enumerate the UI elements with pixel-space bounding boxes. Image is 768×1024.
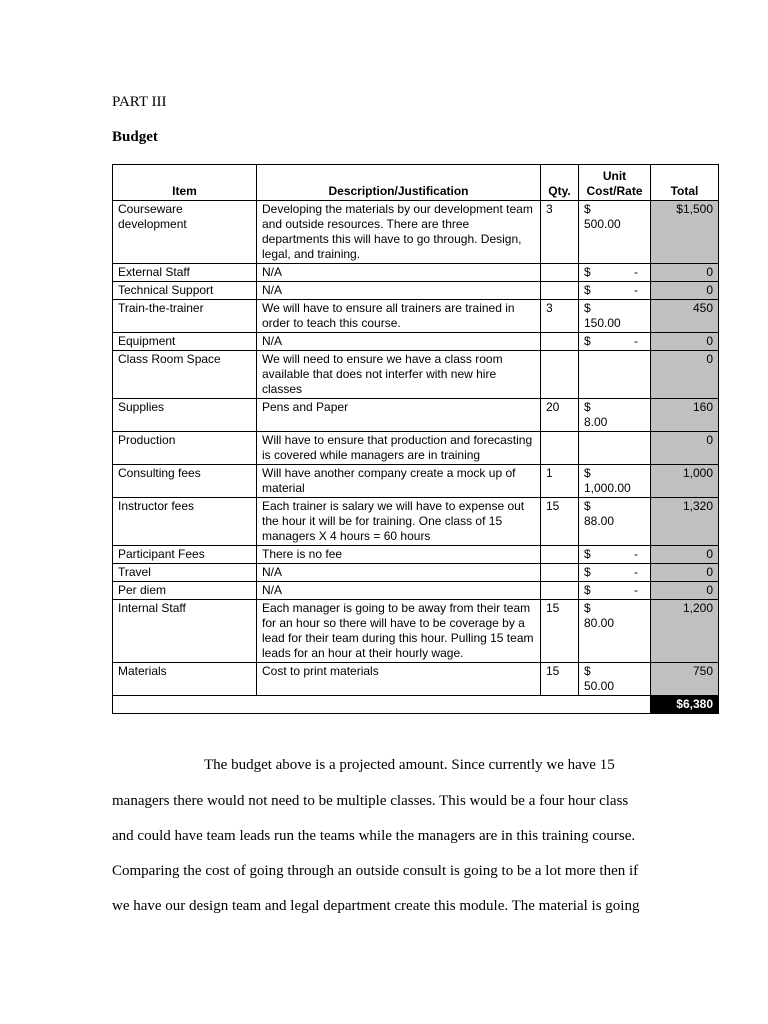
table-row [113, 333, 719, 351]
cell-unit-cost [579, 201, 651, 264]
unit-cost-value: 88.00 [584, 514, 615, 528]
cell-unit-cost [579, 465, 651, 498]
cell-total: 0 [651, 546, 719, 564]
table-row [113, 399, 719, 432]
cell-qty [541, 432, 579, 465]
cell-description: We will need to ensure we have a class room available that does not interfer with new hire classes [257, 351, 541, 399]
currency-symbol: $ [584, 664, 591, 678]
cell-description: Pens and Paper [257, 399, 541, 432]
cell-description: Cost to print materials [257, 663, 541, 696]
cell-total: 160 [651, 399, 719, 432]
currency-symbol: $ [584, 283, 591, 297]
cell-unit-cost [579, 264, 651, 282]
cell-total: 1,200 [651, 600, 719, 663]
cell-description: Each trainer is salary we will have to expense out the hour it will be for training. One class of 15 managers X 4 hours = 60 hours [257, 498, 541, 546]
cell-qty [541, 546, 579, 564]
paragraph-line: Comparing the cost of going through an outside consult is going to be a lot more then if [112, 863, 639, 879]
cell-unit-cost [579, 432, 651, 465]
currency-symbol: $ [584, 499, 591, 513]
cell-total: 1,000 [651, 465, 719, 498]
cell-unit-cost [579, 399, 651, 432]
cell-total: 0 [651, 582, 719, 600]
cell-item: Materials [113, 663, 257, 696]
cell-unit-cost [579, 564, 651, 582]
unit-cost-dash: - [634, 547, 638, 561]
cell-unit-cost [579, 582, 651, 600]
currency-symbol: $ [584, 265, 591, 279]
table-row [113, 564, 719, 582]
header-total: Total [651, 165, 719, 201]
budget-table [112, 164, 719, 714]
unit-cost-value: 8.00 [584, 415, 608, 429]
header-qty: Qty. [541, 165, 579, 201]
cell-qty [541, 282, 579, 300]
cell-item: Travel [113, 564, 257, 582]
table-row [113, 432, 719, 465]
cell-qty [541, 333, 579, 351]
cell-description: Developing the materials by our development team and outside resources. There are three departments this will have to go through. Design, legal, and training. [257, 201, 541, 264]
cell-qty: 15 [541, 600, 579, 663]
cell-total: 0 [651, 282, 719, 300]
table-row [113, 282, 719, 300]
grand-total-value: $6,380 [651, 696, 719, 714]
part-heading: PART III [112, 94, 167, 110]
currency-symbol: $ [584, 547, 591, 561]
cell-description: There is no fee [257, 546, 541, 564]
cell-item: Class Room Space [113, 351, 257, 399]
cell-description: Will have another company create a mock up of material [257, 465, 541, 498]
cell-unit-cost [579, 546, 651, 564]
table-row [113, 498, 719, 546]
cell-item: Participant Fees [113, 546, 257, 564]
cell-qty: 20 [541, 399, 579, 432]
cell-unit-cost [579, 663, 651, 696]
table-row [113, 546, 719, 564]
cell-item: Supplies [113, 399, 257, 432]
cell-description: N/A [257, 264, 541, 282]
cell-item: Per diem [113, 582, 257, 600]
unit-cost-value: 1,000.00 [584, 481, 631, 495]
cell-qty: 15 [541, 498, 579, 546]
cell-qty: 1 [541, 465, 579, 498]
table-row [113, 582, 719, 600]
table-row [113, 264, 719, 282]
currency-symbol: $ [584, 466, 591, 480]
budget-heading: Budget [112, 129, 158, 145]
cell-total: 750 [651, 663, 719, 696]
unit-cost-dash: - [634, 334, 638, 348]
paragraph-line: we have our design team and legal department create this module. The material is going [112, 898, 640, 914]
cell-qty [541, 264, 579, 282]
cell-item: Instructor fees [113, 498, 257, 546]
table-row [113, 201, 719, 264]
cell-description: We will have to ensure all trainers are trained in order to teach this course. [257, 300, 541, 333]
cell-item: Internal Staff [113, 600, 257, 663]
unit-cost-value: 500.00 [584, 217, 621, 231]
paragraph-line: The budget above is a projected amount. Since currently we have 15 [204, 757, 615, 773]
cell-qty [541, 582, 579, 600]
paragraph-line: and could have team leads run the teams while the managers are in this training course. [112, 828, 636, 844]
grand-total-spacer [113, 696, 651, 714]
grand-total-row [113, 696, 719, 714]
cell-unit-cost [579, 300, 651, 333]
paragraph-line: managers there would not need to be multiple classes. This would be a four hour class [112, 793, 629, 809]
cell-unit-cost [579, 333, 651, 351]
cell-unit-cost [579, 282, 651, 300]
currency-symbol: $ [584, 583, 591, 597]
header-unit-cost-line2: Cost/Rate [586, 184, 643, 198]
cell-total: 0 [651, 351, 719, 399]
cell-total: 450 [651, 300, 719, 333]
table-row [113, 351, 719, 399]
table-header-row [113, 165, 719, 201]
cell-description: N/A [257, 582, 541, 600]
cell-qty [541, 564, 579, 582]
cell-total: $1,500 [651, 201, 719, 264]
cell-qty [541, 351, 579, 399]
cell-item: Equipment [113, 333, 257, 351]
cell-description: N/A [257, 333, 541, 351]
cell-qty: 3 [541, 201, 579, 264]
header-description: Description/Justification [257, 165, 541, 201]
cell-qty: 3 [541, 300, 579, 333]
unit-cost-dash: - [634, 265, 638, 279]
cell-description: Each manager is going to be away from their team for an hour so there will have to be coverage by a lead for their team during this hour. Pulling 15 team leads for an hour at their hourly wage. [257, 600, 541, 663]
cell-item: External Staff [113, 264, 257, 282]
currency-symbol: $ [584, 301, 591, 315]
cell-unit-cost [579, 600, 651, 663]
cell-description: N/A [257, 282, 541, 300]
cell-total: 0 [651, 264, 719, 282]
cell-item: Technical Support [113, 282, 257, 300]
table-row [113, 465, 719, 498]
header-item: Item [113, 165, 257, 201]
currency-symbol: $ [584, 334, 591, 348]
cell-item: Courseware development [113, 201, 257, 264]
cell-item: Consulting fees [113, 465, 257, 498]
table-row [113, 600, 719, 663]
currency-symbol: $ [584, 565, 591, 579]
cell-item: Production [113, 432, 257, 465]
unit-cost-value: 50.00 [584, 679, 615, 693]
currency-symbol: $ [584, 400, 591, 414]
cell-qty: 15 [541, 663, 579, 696]
cell-total: 0 [651, 432, 719, 465]
unit-cost-dash: - [634, 583, 638, 597]
unit-cost-dash: - [634, 565, 638, 579]
cell-total: 0 [651, 564, 719, 582]
cell-unit-cost [579, 498, 651, 546]
header-unit-cost-line1: Unit [602, 169, 627, 183]
table-row [113, 663, 719, 696]
cell-unit-cost [579, 351, 651, 399]
unit-cost-value: 80.00 [584, 616, 615, 630]
budget-table-body [113, 201, 719, 696]
currency-symbol: $ [584, 202, 591, 216]
header-unit-cost [579, 165, 651, 201]
unit-cost-value: 150.00 [584, 316, 621, 330]
cell-total: 0 [651, 333, 719, 351]
table-row [113, 300, 719, 333]
cell-description: N/A [257, 564, 541, 582]
cell-item: Train-the-trainer [113, 300, 257, 333]
unit-cost-dash: - [634, 283, 638, 297]
currency-symbol: $ [584, 601, 591, 615]
cell-total: 1,320 [651, 498, 719, 546]
cell-description: Will have to ensure that production and forecasting is covered while managers are in training [257, 432, 541, 465]
